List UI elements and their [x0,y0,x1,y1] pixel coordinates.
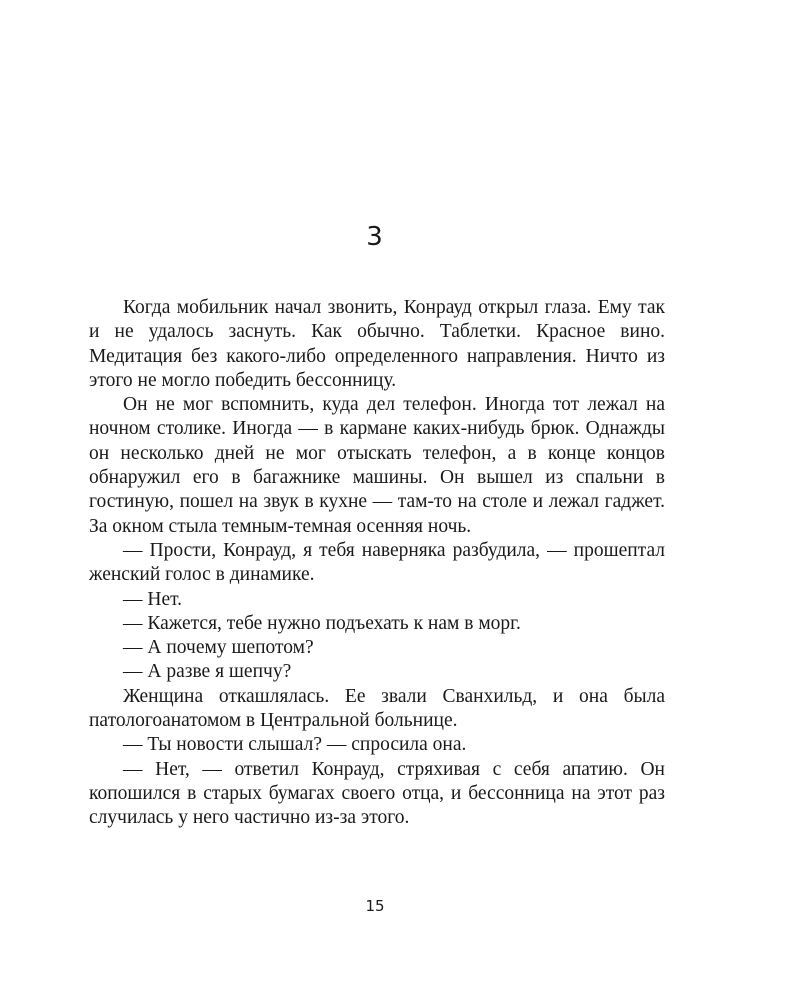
paragraph: Когда мобильник начал звонить, Конрауд открыл глаза. Ему так и не удалось заснуть. Как обычно. Таблетки. Красное вино. Медитация без какого-либо определенного направления. Ничто из этого не могло победить бессонницу. [89,297,665,391]
dialogue-line: — Нет. [123,588,183,610]
dialogue-line: — А разве я шепчу? [123,661,292,683]
body-text [89,296,665,831]
page-number: 15 [365,897,385,915]
dialogue-line: — Ты новости слышал? — спросила она. [123,734,467,756]
dialogue-line: — А почему шепотом? [123,637,314,659]
dialogue-line: — Нет, — ответил Конрауд, стряхивая с себя апатию. Он копошился в старых бумагах своего отца, и бессонница на этот раз случилась у него частично из-за этого. [89,758,665,829]
dialogue-line: — Прости, Конрауд, я тебя наверняка разбудила, — прошептал женский голос в динамике. [89,539,665,586]
dialogue-line: — Кажется, тебе нужно подъехать к нам в морг. [123,612,521,634]
chapter-number: 3 [366,222,384,252]
paragraph: Он не мог вспомнить, куда дел телефон. Иногда тот лежал на ночном столике. Иногда — в кармане каких-нибудь брюк. Однажды он несколько дней не мог отыскать телефон, а в конце концов обнаружил его в багажнике машины. Он вышел из спальни в гостиную, пошел на звук в кухне — там-то на столе и лежал гаджет. За окном стыла темным-темная осенняя ночь. [89,394,665,537]
paragraph: Женщина откашлялась. Ее звали Сванхильд, и она была патологоанатомом в Центральной больнице. [89,685,665,732]
